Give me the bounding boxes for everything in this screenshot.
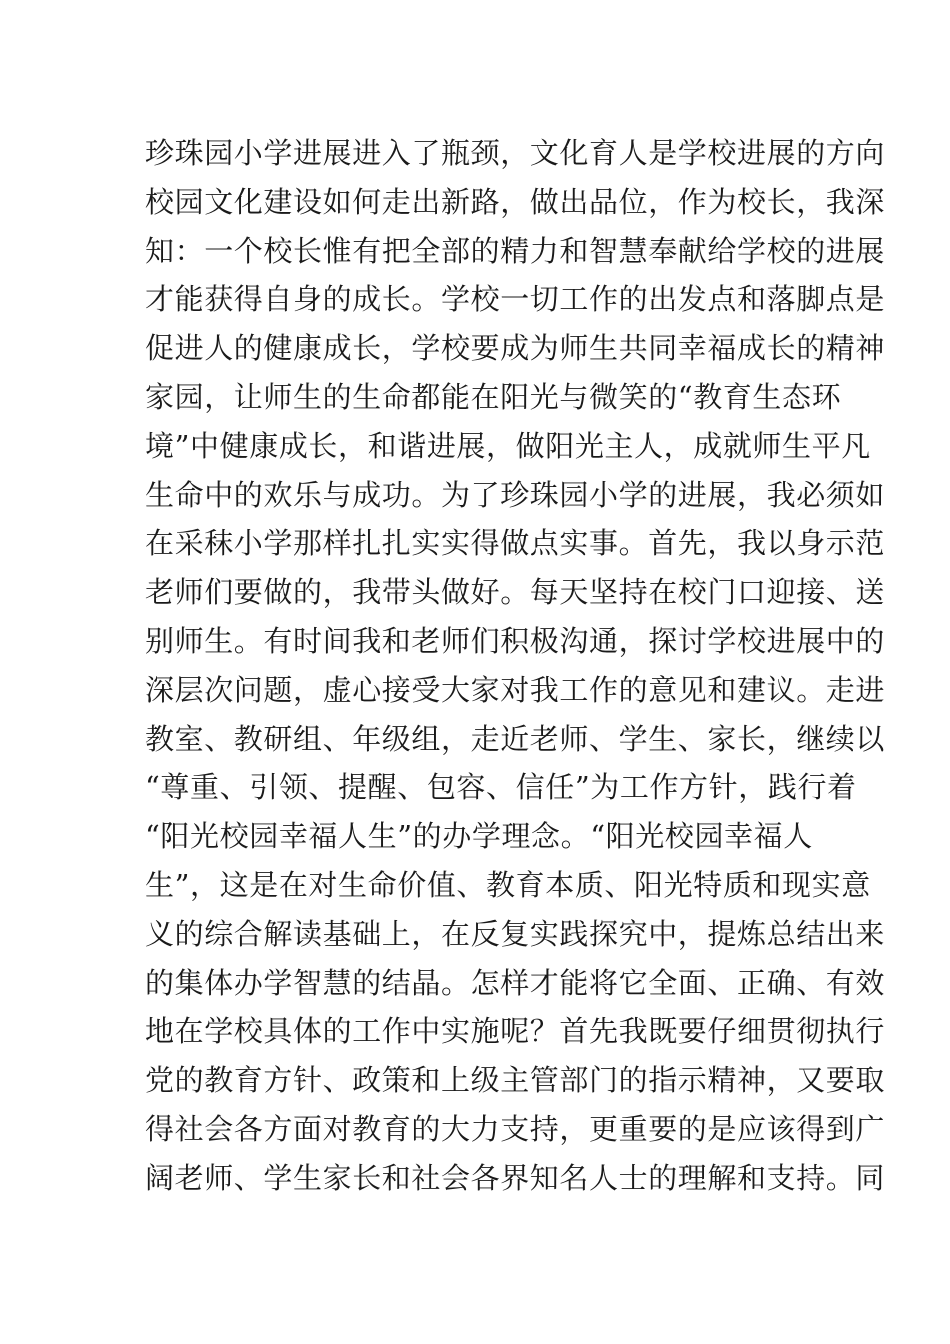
text-line: 在采秣小学那样扎扎实实得做点实事。首先，我以身示范 <box>145 526 886 561</box>
text-line: 家园，让师生的生命都能在阳光与微笑的“教育生态环 <box>145 379 842 414</box>
text-line: 地在学校具体的工作中实施呢？首先我既要仔细贯彻执行 <box>145 1014 886 1049</box>
text-line: 得社会各方面对教育的大力支持，更重要的是应该得到广 <box>145 1111 886 1146</box>
text-line: 别师生。有时间我和老师们积极沟通，探讨学校进展中的 <box>145 623 886 658</box>
text-line: 的集体办学智慧的结晶。怎样才能将它全面、正确、有效 <box>145 965 886 1000</box>
text-line: “尊重、引领、提醒、包容、信任”为工作方针，践行着 <box>145 770 857 805</box>
text-line: 促进人的健康成长，学校要成为师生共同幸福成长的精神 <box>145 331 886 366</box>
text-line: 生命中的欢乐与成功。为了珍珠园小学的进展，我必须如 <box>145 477 886 512</box>
text-line: 教室、教研组、年级组，走近老师、学生、家长，继续以 <box>145 721 886 756</box>
text-line: “阳光校园幸福人生”的办学理念。“阳光校园幸福人 <box>145 819 813 854</box>
body-paragraph <box>145 129 886 1203</box>
text-line: 党的教育方针、政策和上级主管部门的指示精神，又要取 <box>145 1063 886 1098</box>
text-line: 老师们要做的，我带头做好。每天坚持在校门口迎接、送 <box>145 575 886 610</box>
text-line: 义的综合解读基础上，在反复实践探究中，提炼总结出来 <box>145 916 886 951</box>
text-line: 生”，这是在对生命价值、教育本质、阳光特质和现实意 <box>145 867 871 902</box>
text-line: 校园文化建设如何走出新路，做出品位，作为校长，我深 <box>145 184 886 219</box>
text-line: 知：一个校长惟有把全部的精力和智慧奉献给学校的进展 <box>145 233 886 268</box>
text-line: 才能获得自身的成长。学校一切工作的出发点和落脚点是 <box>145 282 886 317</box>
text-line: 珍珠园小学进展进入了瓶颈，文化育人是学校进展的方向 <box>145 136 886 170</box>
text-line: 阔老师、学生家长和社会各界知名人士的理解和支持。同 <box>145 1160 886 1195</box>
text-line: 深层次问题，虚心接受大家对我工作的意见和建议。走进 <box>145 672 886 707</box>
text-line: 境”中健康成长，和谐进展，做阳光主人，成就师生平凡 <box>145 428 871 463</box>
